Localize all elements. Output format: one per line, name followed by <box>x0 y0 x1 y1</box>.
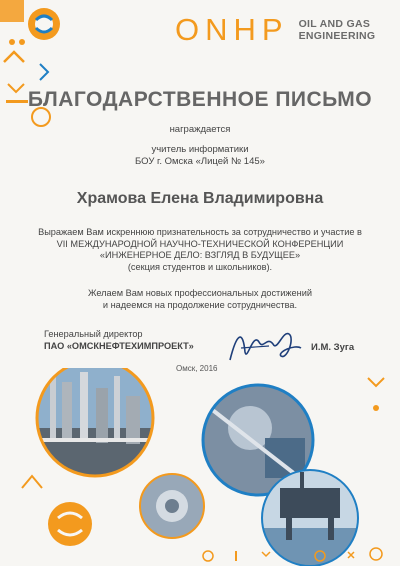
company-logo <box>175 12 375 48</box>
industrial-photo-collage <box>0 368 400 566</box>
gratitude-paragraph: Выражаем Вам искреннюю признательность за сотрудничество и участие в VII МЕЖДУНАРОДНОЙ НАУЧНО-ТЕХНИЧЕСКОЙ КОНФЕРЕНЦИИ «ИНЖЕНЕРНОЕ ДЕЛО: ВЗГЛЯД В БУДУЩЕЕ» (секция студентов и школьников). <box>38 227 362 272</box>
wishes-paragraph: Желаем Вам новых профессиональных достижений и надеемся на продолжение сотрудничества. <box>88 288 312 310</box>
signatory-name: И.М. Зуга <box>311 342 355 353</box>
city-year: Омск, 2016 <box>176 364 218 373</box>
director-org: ПАО «ОМСКНЕФТЕХИМПРОЕКТ» <box>44 340 194 351</box>
director-title: Генеральный директор <box>44 329 143 339</box>
logo-wordmark: ONHP <box>175 12 289 47</box>
awarded-label: награждается <box>169 124 231 135</box>
signature-image <box>225 322 305 367</box>
document-title: БЛАГОДАРСТВЕННОЕ ПИСЬМО <box>27 88 373 111</box>
recipient-role: учитель информатики БОУ г. Омска «Лицей № 145» <box>135 144 265 167</box>
recipient-name: Храмова Елена Владимировна <box>76 190 324 207</box>
logo-subtitle: OIL AND GAS ENGINEERING <box>298 18 376 42</box>
director-block <box>44 329 194 352</box>
